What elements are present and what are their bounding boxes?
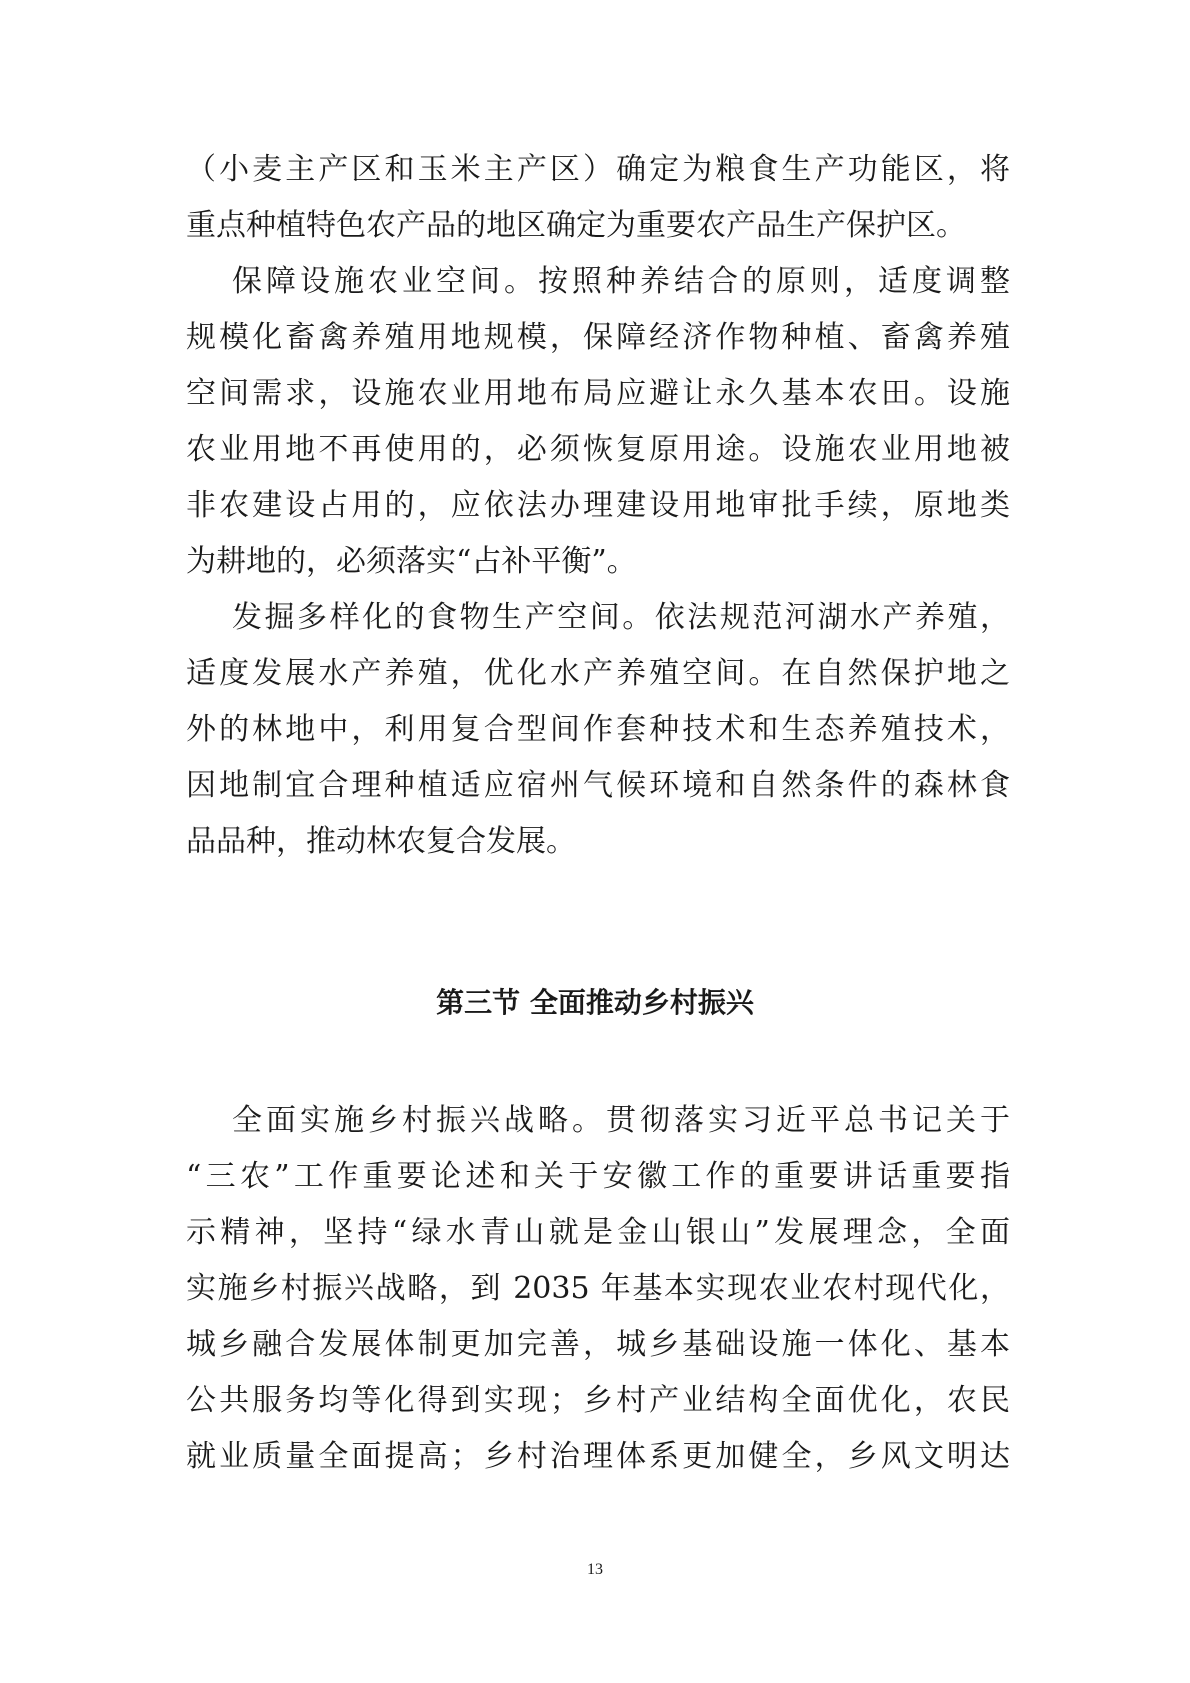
body-line: “三农”工作重要论述和关于安徽工作的重要讲话重要指 (186, 1159, 1010, 1194)
body-line: 适度发展水产养殖，优化水产养殖空间。在自然保护地之 (186, 656, 1010, 691)
body-line: 为耕地的，必须落实“占补平衡”。 (186, 544, 637, 579)
body-line: 就业质量全面提高；乡村治理体系更加健全，乡风文明达 (186, 1439, 1010, 1474)
body-line: 空间需求，设施农业用地布局应避让永久基本农田。设施 (186, 376, 1010, 411)
paragraph-first-line: 保障设施农业空间。按照种养结合的原则，适度调整 (232, 264, 1010, 299)
body-line: 城乡融合发展体制更加完善，城乡基础设施一体化、基本 (186, 1327, 1010, 1362)
body-line: 外的林地中，利用复合型间作套种技术和生态养殖技术， (186, 712, 1010, 747)
body-line: 非农建设占用的，应依法办理建设用地审批手续，原地类 (186, 488, 1010, 523)
body-line: 品品种，推动林农复合发展。 (186, 824, 576, 859)
page-number: 13 (587, 1561, 603, 1578)
body-line: 农业用地不再使用的，必须恢复原用途。设施农业用地被 (186, 432, 1010, 467)
body-line: 公共服务均等化得到实现；乡村产业结构全面优化，农民 (186, 1383, 1010, 1418)
section-heading: 第三节 全面推动乡村振兴 (436, 986, 754, 1019)
body-line: 示精神，坚持“绿水青山就是金山银山”发展理念，全面 (186, 1215, 1010, 1250)
body-line: 规模化畜禽养殖用地规模，保障经济作物种植、畜禽养殖 (186, 320, 1010, 355)
body-line: （小麦主产区和玉米主产区）确定为粮食生产功能区，将 (186, 152, 1010, 187)
body-line: 重点种植特色农产品的地区确定为重要农产品生产保护区。 (186, 208, 966, 243)
paragraph-first-line: 发掘多样化的食物生产空间。依法规范河湖水产养殖， (232, 600, 1010, 635)
body-line: 因地制宜合理种植适应宿州气候环境和自然条件的森林食 (186, 768, 1010, 803)
body-line: 实施乡村振兴战略，到 2035 年基本实现农业农村现代化， (186, 1271, 1010, 1306)
paragraph-first-line: 全面实施乡村振兴战略。贯彻落实习近平总书记关于 (232, 1103, 1010, 1138)
